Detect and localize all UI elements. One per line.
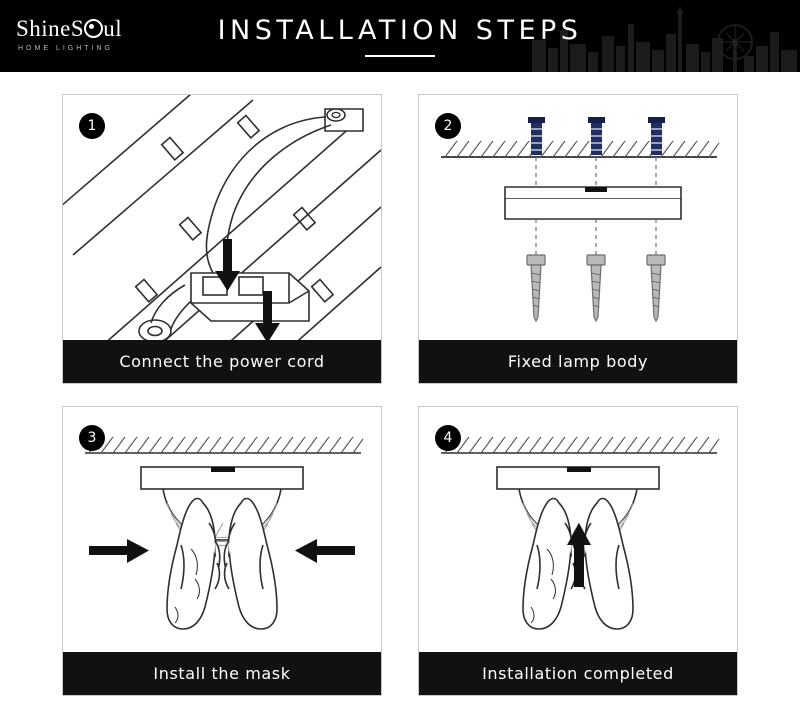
page-title: INSTALLATION STEPS xyxy=(217,15,583,46)
step-caption: Install the mask xyxy=(63,652,381,695)
step-card-4 xyxy=(418,406,738,696)
anchor-icons xyxy=(528,117,665,155)
steps-grid xyxy=(0,72,800,696)
step-card-2 xyxy=(418,94,738,384)
lightbulb-icon xyxy=(84,19,103,38)
brand-logo xyxy=(16,16,196,52)
step-caption: Fixed lamp body xyxy=(419,340,737,383)
step-caption: Connect the power cord xyxy=(63,340,381,383)
screw-icons xyxy=(527,255,665,321)
step-caption: Installation completed xyxy=(419,652,737,695)
step-2-illustration xyxy=(419,95,737,342)
brand-tagline: HOME LIGHTING xyxy=(18,45,114,52)
brand-name xyxy=(16,16,196,42)
step-number-badge: 1 xyxy=(79,113,105,139)
step-card-3 xyxy=(62,406,382,696)
step-3-illustration xyxy=(63,407,381,654)
skyline-decoration xyxy=(530,0,800,72)
step-number-badge: 4 xyxy=(435,425,461,451)
page-header xyxy=(0,0,800,72)
brand-name-part1: Shine xyxy=(16,16,71,41)
brand-name-part3: ul xyxy=(103,16,123,41)
step-card-1 xyxy=(62,94,382,384)
brand-name-part2: S xyxy=(70,16,85,41)
step-4-illustration xyxy=(419,407,737,654)
title-underline xyxy=(365,55,435,57)
step-number-badge: 3 xyxy=(79,425,105,451)
step-1-illustration xyxy=(63,95,381,342)
step-number-badge: 2 xyxy=(435,113,461,139)
